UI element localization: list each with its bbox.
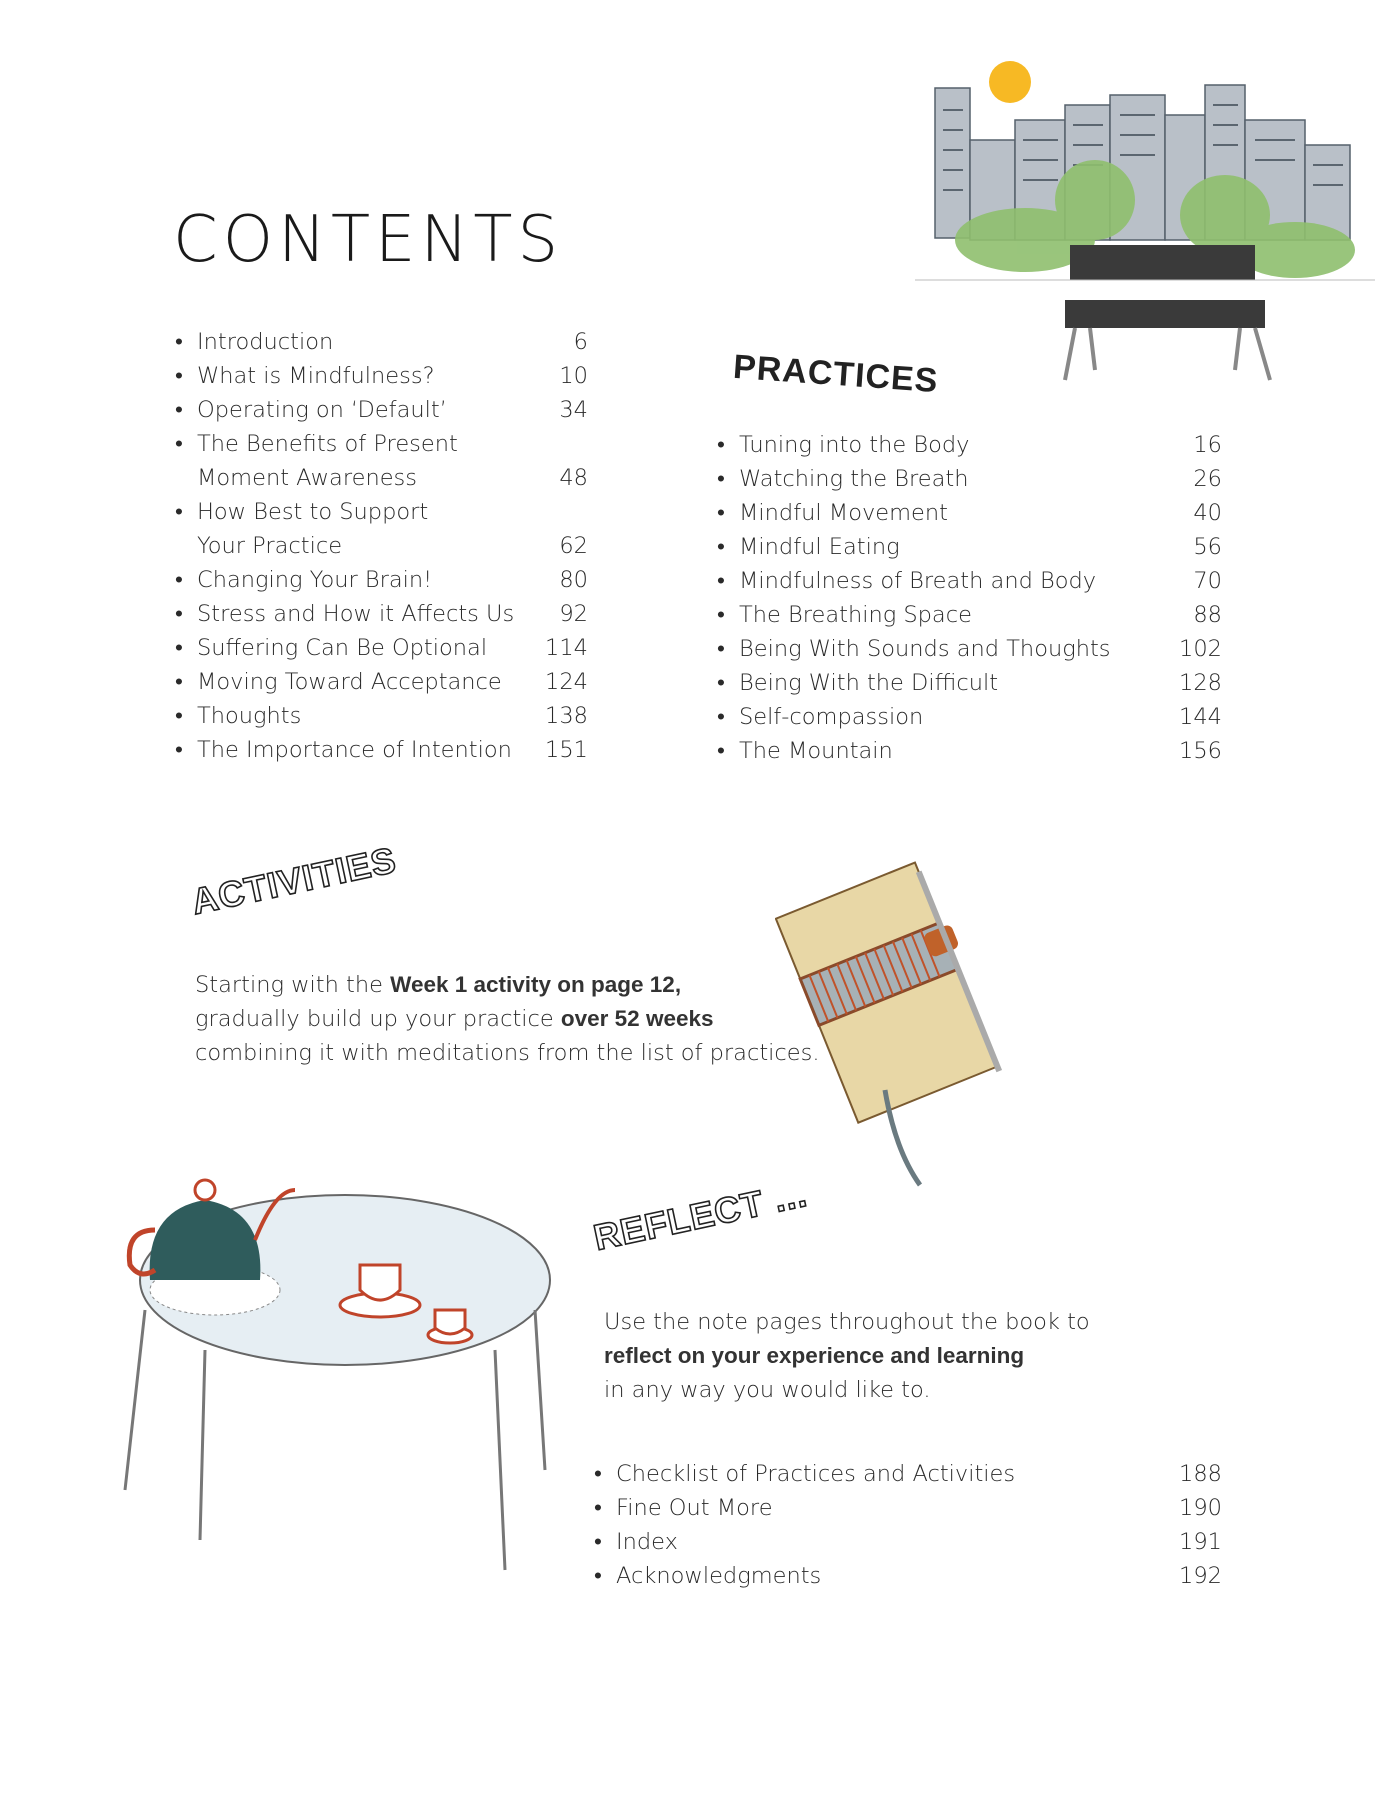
toc-page-number: 151: [545, 737, 588, 763]
practice-item[interactable]: [717, 666, 1222, 700]
toc-label: Being With the Difficult: [739, 670, 999, 696]
toc-label: Being With Sounds and Thoughts: [739, 636, 1111, 662]
bullet-icon: •: [175, 363, 183, 389]
reflect-heading: REFLECT ...: [590, 1172, 811, 1259]
bullet-icon: •: [175, 329, 183, 355]
chapter-item[interactable]: [175, 427, 588, 495]
practice-item[interactable]: [717, 632, 1222, 666]
toc-label: Stress and How it Affects Us: [197, 601, 515, 627]
toc-label: The Mountain: [739, 738, 893, 764]
chapter-item[interactable]: [175, 563, 588, 597]
toc-label: What is Mindfulness?: [197, 363, 435, 389]
practice-item[interactable]: [717, 428, 1222, 462]
bullet-icon: •: [175, 397, 183, 423]
practice-item[interactable]: [717, 496, 1222, 530]
tea-table-illustration: [105, 1170, 565, 1585]
bullet-icon: •: [175, 499, 183, 525]
chapter-item[interactable]: [175, 359, 588, 393]
bullet-icon: •: [717, 670, 725, 696]
toc-label: The Benefits of Present Moment Awareness: [197, 431, 458, 491]
city-bench-illustration: [915, 50, 1375, 395]
notebook-illustration: [775, 850, 1015, 1195]
toc-page-number: 92: [559, 601, 588, 627]
toc-page-number: 10: [559, 363, 588, 389]
bullet-icon: •: [717, 636, 725, 662]
toc-label: Mindful Eating: [739, 534, 900, 560]
activities-heading: ACTIVITIES: [187, 838, 400, 923]
reflect-item[interactable]: [594, 1491, 1222, 1525]
bullet-icon: •: [717, 466, 725, 492]
activities-text: Starting with the Week 1 activity on page 12, gradually build up your practice over 52 weeks combining it with meditations from the list of practices.: [195, 972, 820, 1066]
toc-label: The Breathing Space: [739, 602, 972, 628]
toc-label: Introduction: [197, 329, 334, 355]
bullet-icon: •: [717, 704, 725, 730]
bullet-icon: •: [717, 432, 725, 458]
toc-label: Suffering Can Be Optional: [197, 635, 488, 661]
bullet-icon: •: [717, 534, 725, 560]
bullet-icon: •: [175, 703, 183, 729]
bullet-icon: •: [175, 669, 183, 695]
practice-item[interactable]: [717, 700, 1222, 734]
practice-item[interactable]: [717, 598, 1222, 632]
bullet-icon: •: [175, 567, 183, 593]
bullet-icon: •: [717, 602, 725, 628]
toc-page-number: 16: [1193, 432, 1222, 458]
toc-page-number: 191: [1179, 1529, 1222, 1555]
toc-page-number: 48: [559, 465, 588, 491]
toc-page-number: 26: [1193, 466, 1222, 492]
toc-label: Changing Your Brain!: [197, 567, 433, 593]
chapters-list: [175, 325, 588, 767]
chapter-item[interactable]: [175, 665, 588, 699]
toc-page-number: 102: [1179, 636, 1222, 662]
bullet-icon: •: [175, 737, 183, 763]
toc-label: Self-compassion: [739, 704, 924, 730]
toc-label: Operating on ‘Default’: [197, 397, 447, 423]
toc-label: Moving Toward Acceptance: [197, 669, 502, 695]
practice-item[interactable]: [717, 530, 1222, 564]
toc-label: Fine Out More: [616, 1495, 773, 1521]
bullet-icon: •: [594, 1529, 602, 1555]
toc-label: Watching the Breath: [739, 466, 969, 492]
toc-label: Tuning into the Body: [739, 432, 970, 458]
toc-page-number: 124: [545, 669, 588, 695]
chapter-item[interactable]: [175, 597, 588, 631]
chapter-item[interactable]: [175, 325, 588, 359]
reflect-text: Use the note pages throughout the book to reflect on your experience and learning in any way you would like to.: [604, 1309, 1090, 1403]
toc-label: Mindful Movement: [739, 500, 948, 526]
toc-page-number: 192: [1179, 1563, 1222, 1589]
bullet-icon: •: [175, 431, 183, 457]
toc-page-number: 6: [573, 329, 588, 355]
practice-item[interactable]: [717, 734, 1222, 768]
chapter-item[interactable]: [175, 393, 588, 427]
chapter-item[interactable]: [175, 699, 588, 733]
toc-page-number: 62: [559, 533, 588, 559]
practice-item[interactable]: [717, 564, 1222, 598]
chapter-item[interactable]: [175, 495, 588, 563]
page-title: CONTENTS: [173, 202, 564, 277]
toc-page-number: 40: [1193, 500, 1222, 526]
chapter-item[interactable]: [175, 733, 588, 767]
toc-page-number: 114: [545, 635, 588, 661]
bullet-icon: •: [175, 601, 183, 627]
toc-label: Acknowledgments: [616, 1563, 822, 1589]
toc-label: Checklist of Practices and Activities: [616, 1461, 1016, 1487]
toc-page-number: 144: [1179, 704, 1222, 730]
toc-page-number: 190: [1179, 1495, 1222, 1521]
toc-page-number: 88: [1193, 602, 1222, 628]
toc-page-number: 80: [559, 567, 588, 593]
toc-label: Index: [616, 1529, 678, 1555]
toc-page-number: 56: [1193, 534, 1222, 560]
toc-page-number: 128: [1179, 670, 1222, 696]
reflect-list: [594, 1457, 1222, 1593]
toc-label: Thoughts: [197, 703, 302, 729]
practices-list: [717, 428, 1222, 768]
practice-item[interactable]: [717, 462, 1222, 496]
practices-heading: PRACTICES: [731, 347, 940, 401]
bullet-icon: •: [594, 1495, 602, 1521]
bullet-icon: •: [175, 635, 183, 661]
chapter-item[interactable]: [175, 631, 588, 665]
bullet-icon: •: [717, 500, 725, 526]
toc-label: Mindfulness of Breath and Body: [739, 568, 1097, 594]
toc-page-number: 34: [559, 397, 588, 423]
toc-page-number: 188: [1179, 1461, 1222, 1487]
toc-label: How Best to Support Your Practice: [197, 499, 429, 559]
reflect-item[interactable]: [594, 1525, 1222, 1559]
toc-page-number: 138: [545, 703, 588, 729]
reflect-item[interactable]: [594, 1457, 1222, 1491]
toc-page-number: 70: [1193, 568, 1222, 594]
toc-label: The Importance of Intention: [197, 737, 512, 763]
bullet-icon: •: [594, 1461, 602, 1487]
toc-page-number: 156: [1179, 738, 1222, 764]
bullet-icon: •: [717, 738, 725, 764]
bullet-icon: •: [594, 1563, 602, 1589]
reflect-item[interactable]: [594, 1559, 1222, 1593]
bullet-icon: •: [717, 568, 725, 594]
